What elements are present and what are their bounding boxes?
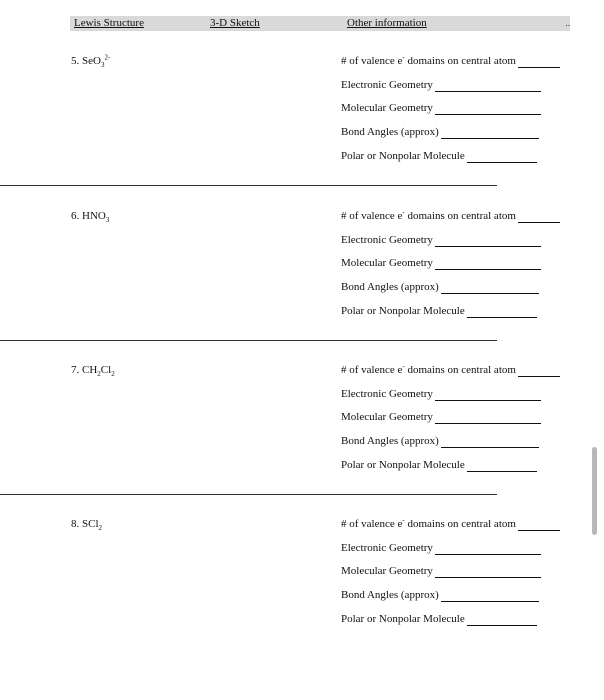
molecule-formula: $HNO_3$: [82, 210, 110, 225]
polarity-blank[interactable]: [467, 614, 537, 626]
valence-domains-row: [341, 518, 560, 532]
bond-angles-blank[interactable]: [441, 282, 539, 294]
problem-label: [71, 55, 110, 68]
problem-label: [71, 364, 115, 377]
bond-angles-row: [341, 435, 539, 449]
problem-label: [71, 518, 102, 531]
problem-8: [0, 518, 604, 668]
problem-5: [0, 55, 604, 205]
molecular-geometry-label: Molecular Geometry: [341, 102, 433, 114]
valence-domains-label: # of valence e- domains on central atom: [341, 53, 516, 67]
bond-angles-blank[interactable]: [441, 590, 539, 602]
problem-number: 8.: [71, 518, 80, 530]
section-divider: [0, 340, 497, 341]
valence-domains-label: # of valence e- domains on central atom: [341, 516, 516, 530]
valence-domains-row: [341, 55, 560, 69]
molecule-formula: SeO$_3^{2-}$: [82, 53, 111, 70]
vertical-scrollbar[interactable]: [592, 447, 597, 535]
section-divider: [0, 185, 497, 186]
bond-angles-row: [341, 126, 539, 140]
electronic-geometry-row: [341, 234, 541, 248]
valence-domains-row: [341, 364, 560, 378]
problem-6: [0, 210, 604, 360]
molecular-geometry-blank[interactable]: [435, 412, 541, 424]
electronic-geometry-label: Electronic Geometry: [341, 388, 433, 400]
polarity-row: [341, 459, 537, 473]
polarity-label: Polar or Nonpolar Molecule: [341, 613, 465, 625]
header-other-information: Other information: [347, 17, 427, 29]
electronic-geometry-row: [341, 388, 541, 402]
problem-label: [71, 210, 109, 223]
polarity-blank[interactable]: [467, 306, 537, 318]
problem-number: 6.: [71, 210, 80, 222]
electronic-geometry-blank[interactable]: [435, 235, 541, 247]
electronic-geometry-blank[interactable]: [435, 543, 541, 555]
polarity-row: [341, 305, 537, 319]
molecular-geometry-row: [341, 102, 541, 116]
header-3d-sketch: 3-D Sketch: [210, 17, 260, 29]
polarity-label: Polar or Nonpolar Molecule: [341, 459, 465, 471]
molecular-geometry-blank[interactable]: [435, 103, 541, 115]
valence-domains-label: # of valence e- domains on central atom: [341, 362, 516, 376]
bond-angles-label: Bond Angles (approx): [341, 435, 439, 447]
molecular-geometry-label: Molecular Geometry: [341, 565, 433, 577]
molecular-geometry-label: Molecular Geometry: [341, 257, 433, 269]
section-divider: [0, 494, 497, 495]
header-trailing-dots: ..: [565, 18, 570, 28]
electronic-geometry-row: [341, 79, 541, 93]
problem-number: 7.: [71, 364, 80, 376]
polarity-label: Polar or Nonpolar Molecule: [341, 305, 465, 317]
molecular-geometry-row: [341, 257, 541, 271]
bond-angles-label: Bond Angles (approx): [341, 589, 439, 601]
polarity-label: Polar or Nonpolar Molecule: [341, 150, 465, 162]
bond-angles-row: [341, 281, 539, 295]
problem-7: [0, 364, 604, 514]
polarity-row: [341, 613, 537, 627]
polarity-blank[interactable]: [467, 460, 537, 472]
molecular-geometry-label: Molecular Geometry: [341, 411, 433, 423]
molecular-geometry-row: [341, 565, 541, 579]
header-lewis-structure: Lewis Structure: [74, 17, 144, 29]
valence-domains-blank[interactable]: [518, 519, 560, 531]
bond-angles-blank[interactable]: [441, 127, 539, 139]
problem-number: 5.: [71, 55, 80, 67]
polarity-blank[interactable]: [467, 151, 537, 163]
bond-angles-row: [341, 589, 539, 603]
molecular-geometry-blank[interactable]: [435, 258, 541, 270]
electronic-geometry-label: Electronic Geometry: [341, 542, 433, 554]
electronic-geometry-row: [341, 542, 541, 556]
molecular-geometry-row: [341, 411, 541, 425]
bond-angles-label: Bond Angles (approx): [341, 281, 439, 293]
electronic-geometry-blank[interactable]: [435, 389, 541, 401]
molecular-geometry-blank[interactable]: [435, 566, 541, 578]
electronic-geometry-label: Electronic Geometry: [341, 79, 433, 91]
bond-angles-label: Bond Angles (approx): [341, 126, 439, 138]
electronic-geometry-label: Electronic Geometry: [341, 234, 433, 246]
bond-angles-blank[interactable]: [441, 436, 539, 448]
table-header: [70, 16, 570, 31]
valence-domains-blank[interactable]: [518, 365, 560, 377]
valence-domains-row: [341, 210, 560, 224]
molecule-formula: $CH_2Cl_2$: [82, 364, 115, 379]
valence-domains-blank[interactable]: [518, 56, 560, 68]
polarity-row: [341, 150, 537, 164]
molecule-formula: SCl$_2$: [82, 518, 103, 533]
valence-domains-blank[interactable]: [518, 211, 560, 223]
valence-domains-label: # of valence e- domains on central atom: [341, 208, 516, 222]
electronic-geometry-blank[interactable]: [435, 80, 541, 92]
